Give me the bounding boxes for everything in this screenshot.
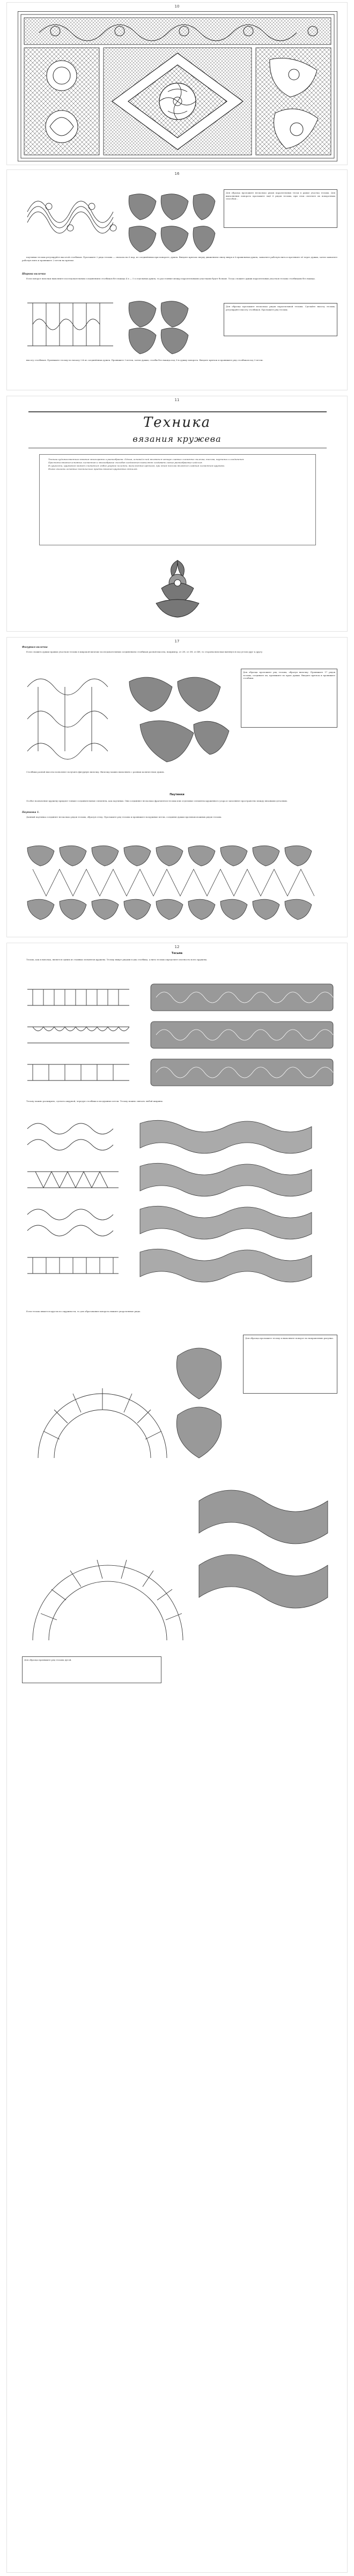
page-16 [6, 169, 348, 390]
page-10 [6, 2, 348, 165]
page17-paragraph-1: Если сложить дужки правых участков тесьмы в широкой вилочке последовательным соединением столбиков разной высоты, например, от 2H, от 3H, от 4H, то стороны вилочки вытянутся под углом друг к другу. [26, 650, 263, 653]
page17-paragraph-4: Данный паутинка соединяет несколько рядов тесьмы, образуя сетку. Проложите ряд тесьмы и провяжите воздушные петли, соединяя дужки противоположных рядов тесьмы. [26, 816, 222, 818]
wide-fork-illustration [22, 292, 220, 357]
instruction-box-3-text: Для образца проложите ряд тесьмы, образуя вилочку. Провяжите 17 рядов тесьмы, соедините их, провяжите по краю дужки. Вводите крючок и провяжите столбики. [243, 671, 335, 680]
page16-body-2 [22, 277, 337, 281]
web-stitch-illustration [22, 837, 333, 928]
braid-row-illustration-2 [22, 1113, 337, 1306]
chapter-subtitle: вязания кружева [132, 434, 222, 444]
page12-paragraph-2: Тесьму можно расширить, сделать ажурной, чередуя столбики и воздушные петли. Тесьму можно связать любой ширины. [26, 1100, 163, 1102]
page17-paut-body-2 [22, 816, 337, 819]
page12-body-3 [22, 1310, 337, 1314]
page17-paut-body [22, 800, 337, 803]
page17-paragraph-2: Столбики разной высоты позволяют получить фигурную вилочку. Вилочку можно выполнить с разным количеством дужек. [26, 771, 165, 773]
intro-paragraph-1: Техника художественного вязания многогранна и разнообразна. Одним, основой в ней являются четыре главных элемента: вилочка, тесьма, паутинки и соединения. [48, 458, 245, 461]
page-number-10: 10 [174, 4, 180, 9]
instruction-box-2 [224, 303, 337, 336]
page17-paragraph-3: Особое назначение кружеву придают тонкие соединительные элементы, как паутинки. Они соединяют несколько фрагментов тесьмы или отдельные элементы кружевного узора и заполняют пространство между вязаными деталями. [26, 800, 288, 802]
instruction-box-4-text: Для образца проложите тесьму и выполните поворот по направлению рисунка. [245, 1337, 334, 1339]
page12-paragraph-3: Если тесьма вяжется кругом по окружности, то для образования поворота вяжите укороченные ряды. [26, 1310, 141, 1313]
page16-heading: Ширина вилочки [22, 273, 46, 276]
fork-braid-illustration [22, 180, 220, 255]
page16-body-3 [22, 359, 337, 362]
instruction-box-5 [22, 1656, 161, 1683]
intro-paragraph-4: Ниже описаны основные технические приёмы вязания кружевных деталей. [48, 468, 138, 470]
instruction-box-1 [224, 189, 337, 228]
page17-body-1 [22, 650, 337, 654]
page-11 [6, 396, 348, 632]
arc-braid-illustration [22, 1479, 337, 1651]
instruction-box-1-text: Для образца проложите несколько рядов параллельных тесьм в рамке участка тесьмы. Для выполнения поворота проложите ещё 6 рядов тесьмы, при этом сплетите их поворотным способом... [226, 191, 335, 201]
page12-body-2 [22, 1100, 337, 1104]
page17-body-2 [22, 771, 337, 774]
page16-paragraph-1: паутинки тесьмы регулируйте высотой столбиков. Проложите 2 ряда тесьмы — сначала на 6 пар, из соединённых при повороте, дужек. Введите крючок сверху движением снизу вверх в 6 правильных дужек, захватите рабочую нить и протяните её через дужки, затем захватите рабочую нить и провяжите 2 петли на крючке. [22, 256, 337, 262]
lace-pattern-illustration [18, 11, 337, 161]
braid-row-illustration-1 [22, 973, 337, 1097]
intro-paragraph-2: Простота вязания основных элементов и многообразие способов соединения позволяют создавать самые разнообразные изделия. [48, 461, 203, 464]
page-12 [6, 943, 348, 2573]
intro-paragraph-3: В сущности, кружевом может считаться любое узорное полотно, выполненное крючком, при этом тесьма является главным элементом кружева. [48, 464, 225, 467]
page12-section-title: Тесьма [171, 952, 183, 955]
page-number-16: 16 [174, 172, 180, 176]
chapter-title: Техника [143, 414, 211, 431]
page16-paragraph-2: Если поворот вилочки выполните последовательным соединением столбиков без накида 4 х — 5 х отдельных дужек, то расстояние между параллельными участками будет больше. Тогда сложите дужки параллельных участков тесьмы столбиками без накида. [26, 277, 315, 280]
title-ornament-line [28, 411, 327, 412]
circular-braid-illustration [22, 1324, 237, 1474]
page17-section-title: Паутинки [169, 793, 185, 796]
instruction-box-4 [243, 1335, 337, 1394]
figured-fork-illustration [22, 665, 237, 767]
page-17 [6, 637, 348, 937]
crochet-motif-illustration [151, 556, 204, 620]
page17-paut-heading: Паутинка 1. [22, 811, 40, 814]
page-number-12: 12 [174, 945, 180, 949]
page-number-17: 17 [174, 639, 180, 643]
page12-paragraph-1: Тесьма, как и вилочка, является одним из главных элементов кружева. Тесьму вяжут рядами в два столбика, а нить тесьмы определяет плотность всего кружева. [26, 958, 208, 961]
instruction-box-2-text: Для образца проложите несколько рядов параллельной тесьмы. Сделайте высоту тесьмы, регулируйте высоту столбиков. Проложите ряд тесьмы. [226, 305, 335, 311]
page17-heading: Фигурная вилочка [22, 646, 48, 649]
page-number-11: 11 [174, 398, 180, 402]
intro-box [39, 454, 316, 545]
page16-paragraph-3: высоту столбиков. Провяжите тесьму по началу 2-й из соединённых дужек. Провяжите 3 петли, затем дужки, столбы без накида под 3-ю дужку поворота. Введите крючок и провяжите ряд столбиков под 3 петли. [26, 359, 263, 361]
instruction-box-5-text: Для образца провяжите ряд тесьмы дугой. [24, 1659, 72, 1661]
page12-body-1 [22, 958, 337, 962]
instruction-box-3 [241, 669, 337, 728]
page16-body-1 [22, 256, 337, 262]
